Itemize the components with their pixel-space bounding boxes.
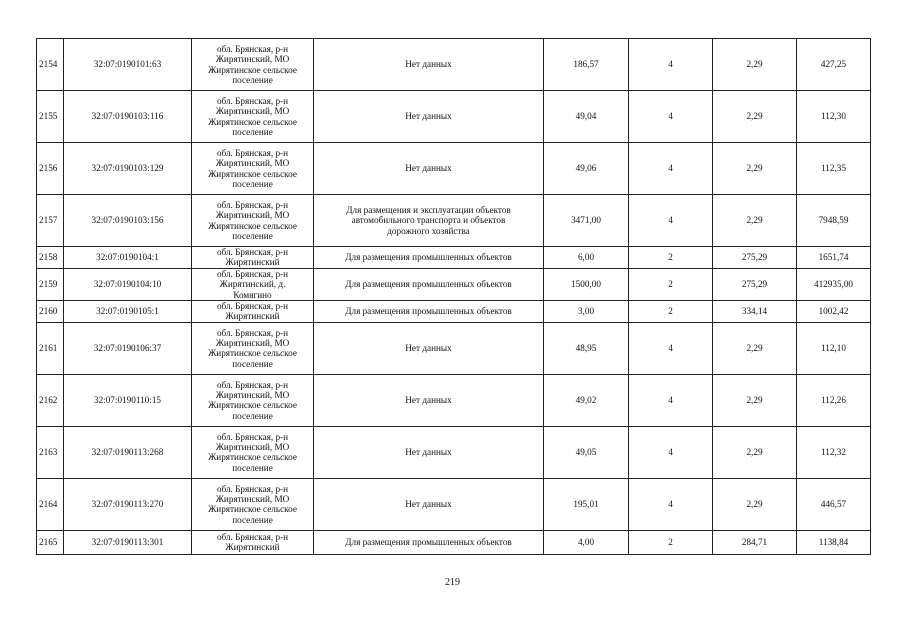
cadastral-number-cell: 32:07:0190104:10 (64, 268, 192, 300)
address-line: поселение (232, 410, 273, 421)
address-line: Жирятинское сельское (208, 220, 297, 231)
address-line: Жирятинское сельское (208, 504, 297, 515)
address-cell (192, 322, 314, 374)
cadastral-value-cell: 112,35 (797, 143, 871, 195)
address-line: Жирятинское сельское (208, 452, 297, 463)
address-line: Жирятинское сельское (208, 64, 297, 75)
row-number-cell: 2159 (37, 268, 64, 300)
cadastral-value-cell: 427,25 (797, 39, 871, 91)
address-cell (192, 91, 314, 143)
address-line: поселение (232, 126, 273, 137)
land-use-line: Нет данных (405, 343, 452, 354)
cadastral-value-cell: 112,10 (797, 322, 871, 374)
land-use-cell (314, 426, 544, 478)
land-use-line: дорожного хозяйства (387, 225, 470, 236)
address-cell (192, 143, 314, 195)
area-cell: 6,00 (544, 247, 629, 269)
address-cell (192, 247, 314, 269)
table-body (37, 39, 871, 555)
row-number-cell: 2161 (37, 322, 64, 374)
address-cell (192, 39, 314, 91)
group-cell: 4 (629, 91, 713, 143)
land-use-cell (314, 195, 544, 247)
land-use-line: Нет данных (405, 499, 452, 510)
row-number-cell: 2155 (37, 91, 64, 143)
address-cell (192, 374, 314, 426)
rate-cell: 2,29 (713, 374, 797, 426)
table-row (37, 374, 871, 426)
table-row (37, 195, 871, 247)
address-line: обл. Брянская, р-н (216, 531, 289, 542)
area-cell: 4,00 (544, 530, 629, 554)
group-cell: 2 (629, 301, 713, 323)
address-cell (192, 478, 314, 530)
cadastral-number-cell: 32:07:0190104:1 (64, 247, 192, 269)
cadastral-number-cell: 32:07:0190113:270 (64, 478, 192, 530)
cadastral-number-cell: 32:07:0190113:268 (64, 426, 192, 478)
rate-cell: 2,29 (713, 426, 797, 478)
land-use-cell (314, 374, 544, 426)
rate-cell: 2,29 (713, 478, 797, 530)
cadastral-value-cell: 112,30 (797, 91, 871, 143)
area-cell: 49,02 (544, 374, 629, 426)
row-number-cell: 2163 (37, 426, 64, 478)
address-line: обл. Брянская, р-н (216, 247, 289, 257)
rate-cell: 334,14 (713, 301, 797, 323)
land-use-line: Нет данных (405, 395, 452, 406)
page-number: 219 (445, 577, 460, 588)
row-number-cell: 2157 (37, 195, 64, 247)
table-row (37, 426, 871, 478)
land-use-line: Нет данных (405, 111, 452, 122)
land-use-line: автомобильного транспорта и объектов (351, 215, 506, 226)
cadastral-value-cell: 7948,59 (797, 195, 871, 247)
cadastral-value-cell: 446,57 (797, 478, 871, 530)
row-number-cell: 2154 (37, 39, 64, 91)
address-line: Жирятинский, МО (215, 337, 290, 348)
table-row (37, 322, 871, 374)
group-cell: 2 (629, 268, 713, 300)
cadastral-number-cell: 32:07:0190105:1 (64, 301, 192, 323)
registry-table (36, 38, 871, 555)
cadastral-value-cell: 412935,00 (797, 268, 871, 300)
land-use-line: Для размещения промышленных объектов (345, 279, 512, 290)
group-cell: 4 (629, 374, 713, 426)
land-use-line: Нет данных (405, 163, 452, 174)
area-cell: 3471,00 (544, 195, 629, 247)
address-cell (192, 301, 314, 323)
land-use-cell (314, 478, 544, 530)
land-use-line: Нет данных (405, 59, 452, 70)
table-row (37, 268, 871, 300)
rate-cell: 2,29 (713, 91, 797, 143)
address-line: Жирятинский, МО (215, 54, 290, 65)
group-cell: 4 (629, 426, 713, 478)
land-use-cell (314, 143, 544, 195)
land-use-cell (314, 322, 544, 374)
cadastral-number-cell: 32:07:0190113:301 (64, 530, 192, 554)
area-cell: 49,06 (544, 143, 629, 195)
address-line: обл. Брянская, р-н (216, 95, 289, 106)
table-row (37, 39, 871, 91)
land-use-cell (314, 39, 544, 91)
table-row (37, 247, 871, 269)
address-line: Жирятинский, МО (215, 389, 290, 400)
address-line: Жирятинский, МО (215, 441, 290, 452)
area-cell: 48,95 (544, 322, 629, 374)
rate-cell: 284,71 (713, 530, 797, 554)
land-use-cell (314, 247, 544, 269)
row-number-cell: 2165 (37, 530, 64, 554)
address-line: Жирятинское сельское (208, 116, 297, 127)
land-use-line: Для размещения промышленных объектов (345, 306, 512, 317)
address-line: поселение (232, 514, 273, 525)
address-line: обл. Брянская, р-н (216, 147, 289, 158)
address-line: обл. Брянская, р-н (216, 199, 289, 210)
address-line: Жирятинский, МО (215, 210, 290, 221)
rate-cell: 275,29 (713, 268, 797, 300)
group-cell: 4 (629, 322, 713, 374)
address-cell (192, 426, 314, 478)
address-cell (192, 530, 314, 554)
area-cell: 195,01 (544, 478, 629, 530)
land-use-line: Нет данных (405, 447, 452, 458)
address-line: поселение (232, 74, 273, 85)
address-line: Жирятинский (225, 311, 280, 322)
land-use-line: Для размещения и эксплуатации объектов (346, 204, 511, 215)
rate-cell: 275,29 (713, 247, 797, 269)
address-line: обл. Брянская, р-н (216, 43, 289, 54)
address-line: Жирятинский (225, 542, 280, 553)
group-cell: 4 (629, 195, 713, 247)
row-number-cell: 2162 (37, 374, 64, 426)
cadastral-value-cell: 1002,42 (797, 301, 871, 323)
address-line: обл. Брянская, р-н (216, 268, 289, 279)
address-line: обл. Брянская, р-н (216, 483, 289, 494)
group-cell: 4 (629, 39, 713, 91)
cadastral-value-cell: 1651,74 (797, 247, 871, 269)
group-cell: 4 (629, 478, 713, 530)
address-line: Жирятинский, МО (215, 106, 290, 117)
land-use-cell (314, 268, 544, 300)
area-cell: 1500,00 (544, 268, 629, 300)
table-row (37, 301, 871, 323)
address-line: поселение (232, 358, 273, 369)
address-line: обл. Брянская, р-н (216, 379, 289, 390)
address-line: обл. Брянская, р-н (216, 431, 289, 442)
address-line: поселение (232, 230, 273, 241)
address-line: поселение (232, 462, 273, 473)
address-line: Жирятинский, МО (215, 158, 290, 169)
area-cell: 186,57 (544, 39, 629, 91)
row-number-cell: 2160 (37, 301, 64, 323)
group-cell: 2 (629, 247, 713, 269)
cadastral-value-cell: 112,32 (797, 426, 871, 478)
address-line: Жирятинский, МО (215, 493, 290, 504)
cadastral-number-cell: 32:07:0190103:116 (64, 91, 192, 143)
address-line: Жирятинское сельское (208, 168, 297, 179)
address-line: Жирятинский, д. (219, 279, 286, 290)
row-number-cell: 2164 (37, 478, 64, 530)
address-cell (192, 268, 314, 300)
cadastral-number-cell: 32:07:0190106:37 (64, 322, 192, 374)
land-use-cell (314, 91, 544, 143)
area-cell: 49,05 (544, 426, 629, 478)
group-cell: 4 (629, 143, 713, 195)
cadastral-value-cell: 112,26 (797, 374, 871, 426)
cadastral-number-cell: 32:07:0190103:156 (64, 195, 192, 247)
group-cell: 2 (629, 530, 713, 554)
table-row (37, 143, 871, 195)
table-row (37, 478, 871, 530)
cadastral-number-cell: 32:07:0190101:63 (64, 39, 192, 91)
land-use-line: Для размещения промышленных объектов (345, 537, 512, 548)
row-number-cell: 2156 (37, 143, 64, 195)
cadastral-number-cell: 32:07:0190110:15 (64, 374, 192, 426)
area-cell: 3,00 (544, 301, 629, 323)
address-cell (192, 195, 314, 247)
row-number-cell: 2158 (37, 247, 64, 269)
cadastral-value-cell: 1138,84 (797, 530, 871, 554)
address-line: Жирятинское сельское (208, 400, 297, 411)
table-row (37, 530, 871, 554)
address-line: обл. Брянская, р-н (216, 301, 289, 312)
rate-cell: 2,29 (713, 322, 797, 374)
land-use-cell (314, 301, 544, 323)
address-line: Жирятинское сельское (208, 348, 297, 359)
address-line: Жирятинский (225, 257, 280, 268)
rate-cell: 2,29 (713, 39, 797, 91)
area-cell: 49,04 (544, 91, 629, 143)
rate-cell: 2,29 (713, 143, 797, 195)
land-use-cell (314, 530, 544, 554)
land-use-line: Для размещения промышленных объектов (345, 252, 512, 263)
address-line: поселение (232, 178, 273, 189)
cadastral-number-cell: 32:07:0190103:129 (64, 143, 192, 195)
rate-cell: 2,29 (713, 195, 797, 247)
address-line: Комягино (233, 289, 272, 300)
address-line: обл. Брянская, р-н (216, 327, 289, 338)
table-row (37, 91, 871, 143)
